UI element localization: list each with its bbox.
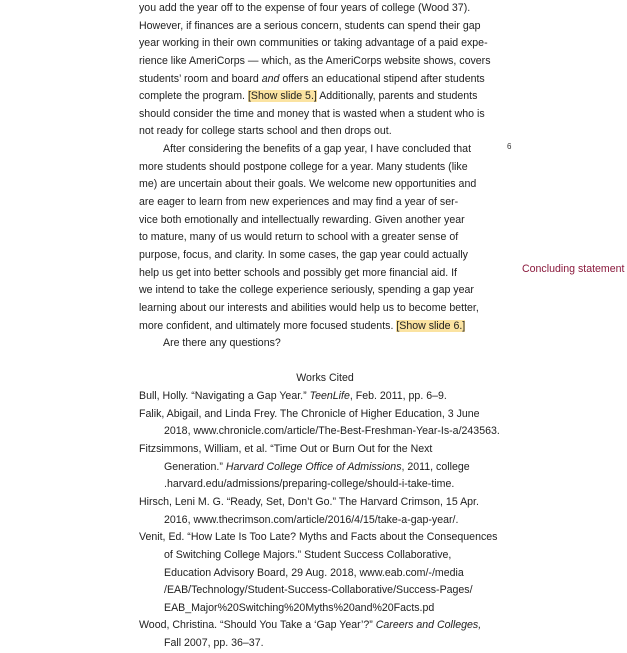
citation-line: .harvard.edu/admissions/preparing-college/should-i-take-time. <box>164 478 455 491</box>
paragraph-2-line: me) are uncertain about their goals. We welcome new opportunities and <box>139 178 477 191</box>
italic-title: Careers and Colleges, <box>375 619 482 632</box>
paragraph-2 <box>139 141 511 335</box>
citation-line: Venit, Ed. “How Late Is Too Late? Myths and Facts about the Consequences <box>139 531 498 544</box>
paragraph-1-line: students’ room and board and offers an educational stipend after students <box>139 72 485 85</box>
paragraph-1-line: year working in their own communities or taking advantage of a paid expe- <box>139 37 488 50</box>
paragraph-2-line: vice both emotionally and intellectually rewarding. Given another year <box>139 213 465 226</box>
paragraph-1-line: However, if finances are a serious concern, students can spend their gap <box>139 19 481 32</box>
citation-line: Fitzsimmons, William, et al. “Time Out or Burn Out for the Next <box>139 443 433 456</box>
citation-line: Generation.” Harvard College Office of Admissions, 2011, college <box>164 460 470 473</box>
paragraph-1-line: complete the program. [Show slide 5.] Additionally, parents and students <box>139 90 478 103</box>
citation-line: EAB_Major%20Switching%20Myths%20and%20Facts.pd <box>164 601 435 614</box>
citation-line: Falik, Abigail, and Linda Frey. The Chronicle of Higher Education, 3 June <box>139 407 480 420</box>
citation-line: 2016, www.thecrimson.com/article/2016/4/15/take-a-gap-year/. <box>164 513 459 526</box>
citation-line: /EAB/Technology/Student-Success-Collaborative/Success-Pages/ <box>164 584 473 597</box>
paragraph-2-line: to mature, many of us would return to school with a greater sense of <box>139 231 459 244</box>
citation-entry <box>139 529 511 617</box>
margin-annotation: Concluding statement <box>522 263 625 275</box>
paragraph-number: 6 <box>507 142 512 151</box>
citation-line: Hirsch, Leni M. G. “Ready, Set, Don’t Go.” The Harvard Crimson, 15 Apr. <box>139 495 479 508</box>
citation-entry <box>139 388 511 406</box>
citation-entry <box>139 494 511 529</box>
citation-entry <box>139 441 511 494</box>
paragraph-2-line: more confident, and ultimately more focused students. [Show slide 6.] <box>139 319 466 332</box>
italic-title: TeenLife <box>309 390 350 403</box>
slide-cue-highlight: [Show slide 5.] <box>247 90 317 103</box>
paragraph-1-line: not ready for college starts school and then drops out. <box>139 125 392 138</box>
paragraph-2-line: purpose, focus, and clarity. In some cases, the gap year could actually <box>139 248 468 261</box>
italic-title: and <box>261 72 280 85</box>
works-cited-heading: Works Cited <box>296 372 354 385</box>
paragraph-2-line: are eager to learn from new experiences and may find a year of ser- <box>139 196 459 209</box>
paragraph-2-line: we intend to take the college experience seriously, spending a gap year <box>139 284 474 297</box>
citation-line: Bull, Holly. “Navigating a Gap Year.” TeenLife, Feb. 2011, pp. 6–9. <box>139 390 447 403</box>
citation-line: Education Advisory Board, 29 Aug. 2018, www.eab.com/-/media <box>164 566 464 579</box>
paragraph-2-line: After considering the benefits of a gap year, I have concluded that <box>163 143 472 156</box>
citation-entry <box>139 617 511 652</box>
citation-line: of Switching College Majors.” Student Success Collaborative, <box>164 548 452 561</box>
citation-line: 2018, www.chronicle.com/article/The-Best-Freshman-Year-Is-a/243563. <box>164 425 500 438</box>
paragraph-1-line: should consider the time and money that is wasted when a student who is <box>139 107 485 120</box>
italic-title: Harvard College Office of Admissions <box>225 460 402 473</box>
paragraph-1-line: you add the year off to the expense of four years of college (Wood 37). <box>139 2 471 14</box>
paragraph-3: Are there any questions? <box>163 337 281 350</box>
main-column <box>139 0 511 653</box>
paragraph-2-line: help us get into better schools and possibly get more financial aid. If <box>139 266 457 279</box>
citation-line: Wood, Christina. “Should You Take a ‘Gap Year’?” Careers and Colleges, <box>139 619 482 632</box>
spacer <box>139 353 511 371</box>
paragraph-1-line: rience like AmeriCorps — which, as the AmeriCorps website shows, covers <box>139 54 491 67</box>
paragraph-2-line: learning about our interests and abilities would help us to become better, <box>139 301 479 314</box>
citation-line: Fall 2007, pp. 36–37. <box>164 637 264 650</box>
works-cited-list <box>139 388 511 653</box>
paragraph-2-line: more students should postpone college for a year. Many students (like <box>139 160 468 173</box>
slide-cue-highlight: [Show slide 6.] <box>396 319 466 332</box>
paragraph-1 <box>139 0 511 141</box>
citation-entry <box>139 406 511 441</box>
